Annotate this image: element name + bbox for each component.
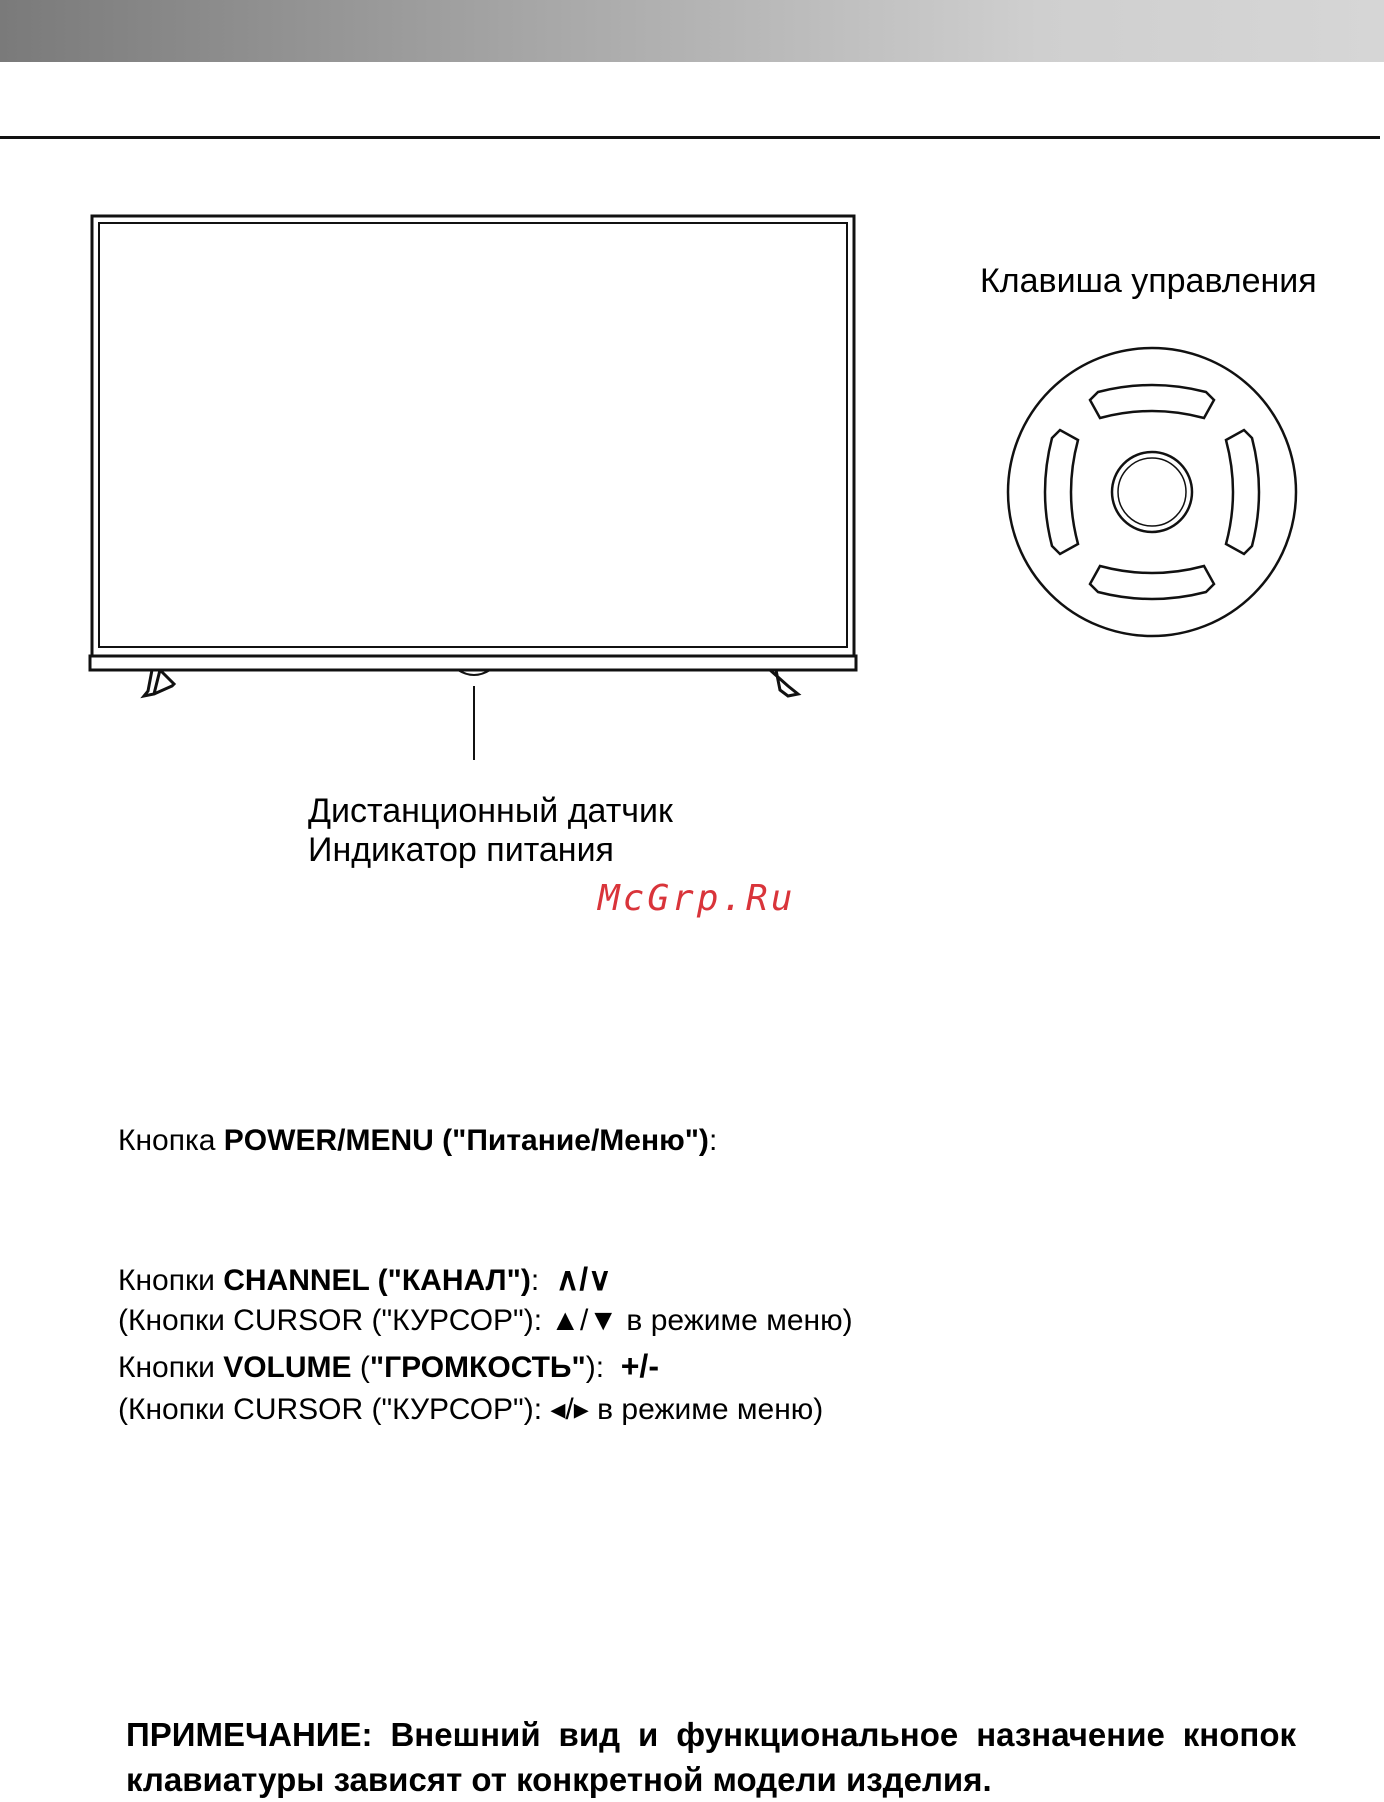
channel-cursor-line: (Кнопки CURSOR ("КУРСОР"): ▲/▼ в режиме меню) (118, 1304, 853, 1337)
dpad-down-button (1090, 566, 1214, 599)
header-rule (0, 136, 1380, 139)
volume-symbol: +/- (620, 1348, 659, 1384)
control-key-label: Клавиша управления (980, 262, 1317, 300)
tv-left-stand (144, 670, 174, 696)
tv-right-stand (770, 670, 798, 696)
dpad-right-button (1226, 430, 1259, 554)
channel-name: CHANNEL ("КАНАЛ") (223, 1264, 531, 1297)
volume-cursor-line: (Кнопки CURSOR ("КУРСОР"): ◂/▸ в режиме меню) (118, 1393, 824, 1426)
tv-screen (99, 223, 847, 647)
volume-line: Кнопки VOLUME ("ГРОМКОСТЬ"): +/- (118, 1348, 659, 1384)
header-band (0, 0, 1384, 62)
watermark: McGrp.Ru (598, 878, 796, 919)
tv-outer-frame (92, 216, 854, 656)
channel-symbol: ∧/∨ (555, 1261, 612, 1297)
volume-name: VOLUME (223, 1351, 352, 1384)
channel-line: Кнопки CHANNEL ("КАНАЛ"): ∧/∨ (118, 1261, 612, 1297)
dpad-left-button (1045, 430, 1078, 554)
power-indicator-label: Индикатор питания (308, 831, 614, 869)
control-key-illustration (1006, 338, 1306, 638)
dpad-up-button (1090, 385, 1214, 418)
note-text: ПРИМЕЧАНИЕ: Внешний вид и функциональное назначение кнопок клавиатуры зависят от конкретной модели изделия. (126, 1716, 1296, 1798)
dpad-outer-ring (1008, 348, 1296, 636)
power-menu-line: Кнопка POWER/MENU ("Питание/Меню"): (118, 1124, 718, 1157)
dpad-center-button (1112, 452, 1192, 532)
remote-sensor-label: Дистанционный датчик (308, 792, 673, 830)
volume-name-ru: "ГРОМКОСТЬ" (369, 1351, 586, 1384)
tv-front-illustration (88, 212, 868, 772)
tv-bottom-bezel (90, 656, 856, 670)
power-menu-name: POWER/MENU ("Питание/Меню") (223, 1124, 709, 1157)
